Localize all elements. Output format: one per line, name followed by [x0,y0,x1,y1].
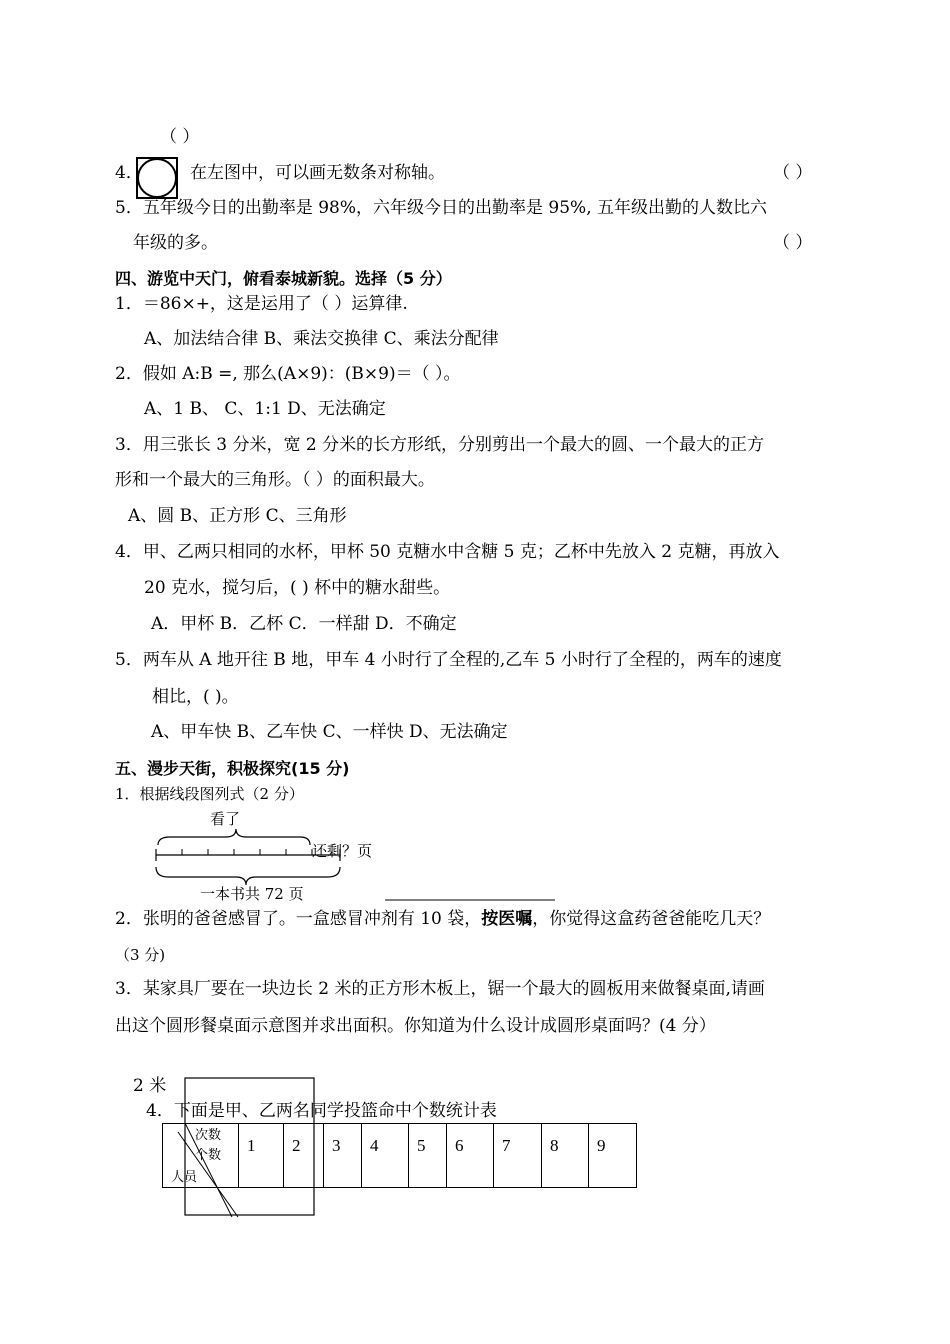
header-label-times: 次数 [195,1127,222,1142]
table-col-9: 9 [589,1124,637,1188]
s4-q3-line2: 形和一个最大的三角形。（ ）的面积最大。 [115,470,435,490]
table-col-3: 3 [324,1124,362,1188]
header-label-count: 个数 [195,1147,222,1162]
s5-q2-bold: 按医嘱 [481,909,533,929]
header-label-people: 人员 [171,1169,198,1184]
s5-q2 [115,908,770,930]
q5-statement-line2: 年级的多。 [133,233,218,253]
s5-q3-line1: 3．某家具厂要在一块边长 2 米的正方形木板上，锯一个最大的圆板用来做餐桌面,请画 [115,979,765,999]
diagram-label-read: 看了 [210,810,241,828]
q5-statement-line1: 5．五年级今日的出勤率是 98%，六年级今日的出勤率是 95%, 五年级出勤的人数比六 [115,198,767,218]
q3-answer-paren[interactable]: （ ） [160,127,200,147]
s4-q2-options: A、1 B、 C、1:1 D、无法确定 [144,399,386,419]
section4-heading: 四、游览中天门，俯看泰城新貌。选择（5 分） [115,269,452,288]
q4-answer-paren[interactable]: （ ） [773,163,813,183]
s4-q5-line2: 相比，( )。 [152,687,239,707]
table-col-5: 5 [409,1124,447,1188]
table-col-1: 1 [239,1124,284,1188]
table-col-2: 2 [284,1124,324,1188]
diagram-label-remaining: 还剩？页 [312,842,373,860]
s4-q3-options: A、圆 B、正方形 C、三角形 [128,506,347,526]
table-col-7: 7 [494,1124,542,1188]
s5-q2-score: （3 分) [115,946,166,964]
q4-number: 4． [115,163,143,183]
square-board-figure [160,1075,320,1220]
s4-q1-options: A、加法结合律 B、乘法交换律 C、乘法分配律 [144,329,499,349]
s5-q1: 1．根据线段图列式（2 分） [115,785,304,803]
table-col-6: 6 [447,1124,494,1188]
answer-underline [385,899,555,903]
s4-q5-line1: 5．两车从 A 地开往 B 地，甲车 4 小时行了全程的,乙车 5 小时行了全程的，两车的速度 [115,650,782,670]
s4-q4-options: A．甲杯 B．乙杯 C．一样甜 D．不确定 [151,614,457,634]
table-col-4: 4 [362,1124,409,1188]
circle-in-square-figure [136,157,178,199]
section5-heading: 五、漫步天街，积极探究(15 分) [115,759,350,778]
diagram-label-total: 一本书共 72 页 [200,885,304,903]
s5-q3-line2: 出这个圆形餐桌面示意图并求出面积。你知道为什么设计成圆形桌面吗？(4 分） [115,1016,716,1036]
s4-q2: 2．假如 A:B =, 那么(A×9)：(B×9)＝（ ）。 [115,364,461,384]
s4-q4-line1: 4．甲、乙两只相同的水杯，甲杯 50 克糖水中含糖 5 克；乙杯中先放入 2 克糖，再放入 [115,542,780,562]
q4-statement: 在左图中，可以画无数条对称轴。 [190,163,445,183]
square-side-label: 2 米 [133,1076,167,1096]
s4-q5-options: A、甲车快 B、乙车快 C、一样快 D、无法确定 [151,722,508,742]
s5-q2-post: ，你觉得这盒药爸爸能吃几天？ [532,909,771,929]
s4-q4-line2: 20 克水，搅匀后，( ) 杯中的糖水甜些。 [144,578,451,598]
s5-q4: 4．下面是甲、乙两名同学投篮命中个数统计表 [146,1101,497,1121]
s4-q3-line1: 3．用三张长 3 分米，宽 2 分米的长方形纸，分别剪出一个最大的圆、一个最大的正方 [115,435,765,455]
s4-q1: 1．＝86×+，这是运用了（ ）运算律. [115,294,408,314]
q5-answer-paren[interactable]: （ ） [773,233,813,253]
s5-q2-pre: 2．张明的爸爸感冒了。一盒感冒冲剂有 10 袋， [115,909,482,929]
table-col-8: 8 [542,1124,589,1188]
